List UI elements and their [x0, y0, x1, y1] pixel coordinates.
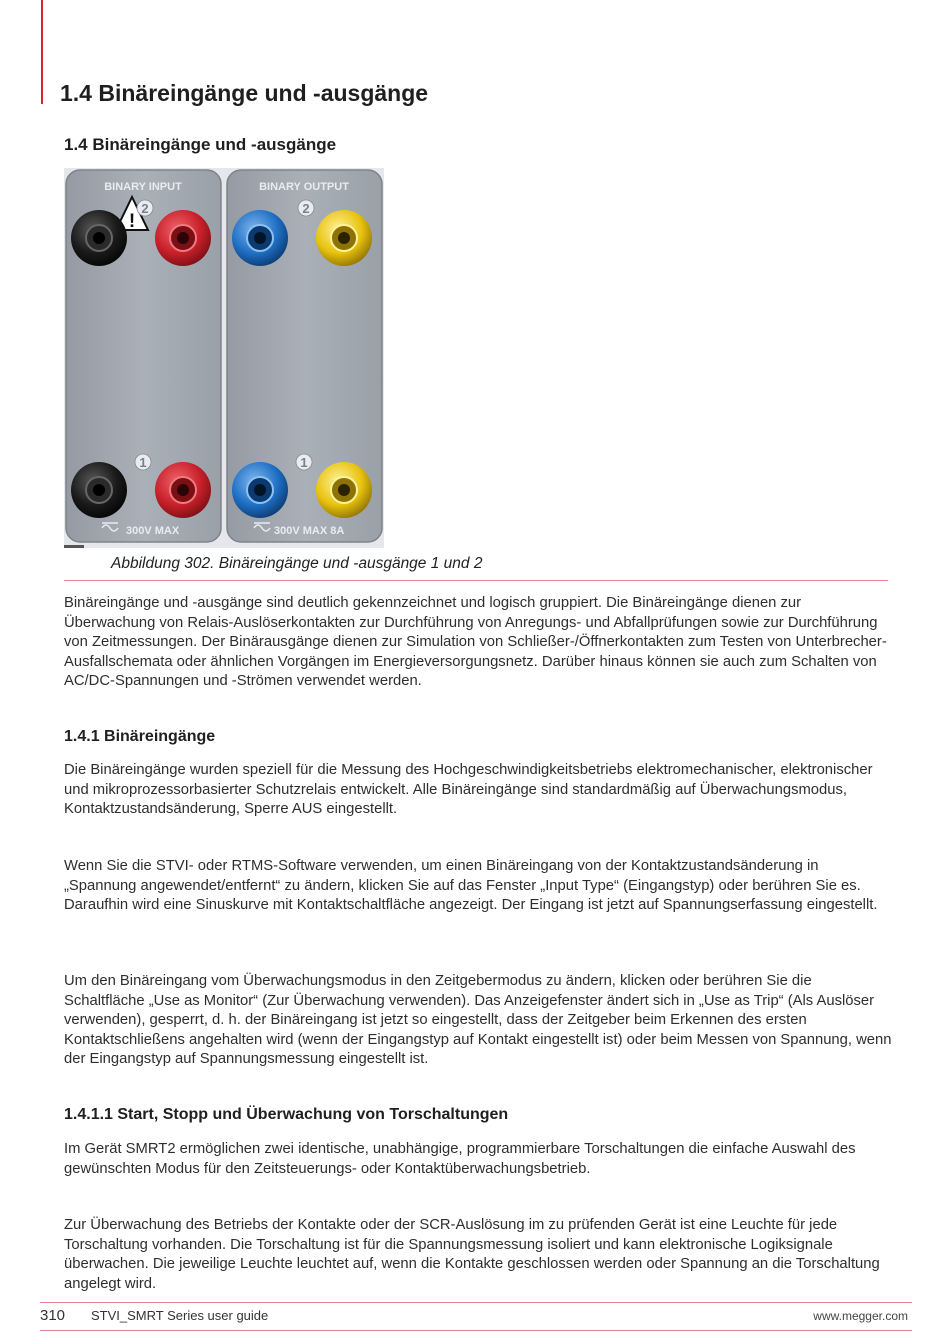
- input-1-black-terminal: [71, 462, 127, 518]
- warning-symbol: !: [128, 211, 136, 232]
- input-rating-label: 300V MAX: [126, 525, 180, 537]
- output-2-yellow-terminal: [316, 210, 372, 266]
- intro-paragraph: Binäreingänge und -ausgänge sind deutlich gekennzeichnet und logisch gruppiert. Die Binäreingänge dienen zur Überwachung von Relais-Auslöserkontakten zur Durchführung von Anregungs- und Abfallprüfungen sowie zur Durchführung von Zeitmessungen. Der Binärausgänge dienen zur Simulation von Schließer-/Öffnerkontakten zum Testen von Unterbrecher-Ausfallschemata oder ähnlichen Vorgängen im Energieversorgungsnetz. Darüber hinaus können sie auch zum Schalten von AC/DC-Spannungen und -Strömen verwendet werden.: [64, 595, 887, 690]
- input-2-black-terminal: [71, 210, 127, 266]
- input-1-red-terminal: [155, 462, 211, 518]
- footer-rule-bottom: [40, 1330, 912, 1331]
- channel-1-input-number: 1: [139, 455, 147, 470]
- footer-rule-top: [40, 1302, 912, 1303]
- binary-io-figure: [64, 168, 384, 548]
- paragraph-gates-b: Zur Überwachung des Betriebs der Kontakte oder der SCR-Auslösung im zu prüfenden Gerät ist eine Leuchte für jede Torschaltung vorhanden. Die Torschaltung ist für die Spannungsmessung isoliert und kann elektronische Logiksignale überwachen. Die jeweilige Leuchte leuchtet auf, wenn die Kontakte geschlossen werden oder Spannung an die Torschaltung angelegt wird.: [64, 1217, 880, 1292]
- channel-1-input-badge: [135, 454, 151, 470]
- subsection-heading-1-4-1-1: 1.4.1.1 Start, Stopp und Überwachung von Torschaltungen: [64, 1106, 509, 1123]
- paragraph-gates-a: Im Gerät SMRT2 ermöglichen zwei identische, unabhängige, programmierbare Torschaltungen die einfache Auswahl des gewünschten Modus für den Zeitsteuerungs- oder Kontaktüberwachungsbetrieb.: [64, 1141, 856, 1177]
- channel-2-input-badge: [137, 200, 153, 216]
- channel-1-output-number: 1: [300, 455, 308, 470]
- subsection-heading-1-4-1: 1.4.1 Binäreingänge: [64, 728, 216, 745]
- footer-url-link[interactable]: www.megger.com: [813, 1309, 908, 1323]
- binary-input-label: BINARY INPUT: [104, 181, 182, 193]
- figure-corner-mark: [64, 545, 84, 548]
- channel-1-output-badge: [296, 454, 312, 470]
- channel-2-input-number: 2: [141, 201, 149, 216]
- page-heading: 1.4 Binäreingänge und -ausgänge: [60, 80, 429, 106]
- figure-caption: Abbildung 302. Binäreingänge und -ausgänge 1 und 2: [111, 555, 483, 572]
- channel-2-output-number: 2: [302, 201, 310, 216]
- footer-guide-title: STVI_SMRT Series user guide: [91, 1308, 269, 1323]
- paragraph-binary-inputs-b: Wenn Sie die STVI- oder RTMS-Software verwenden, um einen Binäreingang von der Kontaktzustandsänderung in „Spannung angewendet/entfernt“ zu ändern, klicken Sie auf das Fenster „Input Type“ (Eingangstyp) oder berühren Sie es. Daraufhin wird eine Sinuskurve mit Kontaktschaltfläche angezeigt. Der Eingang ist jetzt auf Spannungserfassung eingestellt.: [64, 858, 878, 914]
- accent-vertical-rule: [41, 0, 43, 104]
- binary-io-panel-illustration: [64, 168, 384, 548]
- channel-2-output-badge: [298, 200, 314, 216]
- binary-output-label: BINARY OUTPUT: [259, 181, 349, 193]
- paragraph-binary-inputs-c: Um den Binäreingang vom Überwachungsmodus in den Zeitgebermodus zu ändern, klicken oder berühren Sie die Schaltfläche „Use as Monitor“ (Zur Überwachung verwenden). Das Anzeigefenster ändert sich in „Use as Trip“ (Als Auslöser verwenden), gesperrt, d. h. der Binäreingang ist jetzt so eingestellt, dass der Zeitgeber beim Erkennen des ersten Kontaktschließens angehalten wird (wenn der Eingangstyp auf Kontakt eingestellt ist) oder beim Messen von Spannung, wenn der Eingangstyp auf Spannungsmessung eingestellt ist.: [64, 973, 892, 1068]
- output-1-blue-terminal: [232, 462, 288, 518]
- output-1-yellow-terminal: [316, 462, 372, 518]
- output-rating-label: 300V MAX 8A: [274, 525, 345, 537]
- paragraph-binary-inputs-a: Die Binäreingänge wurden speziell für die Messung des Hochgeschwindigkeitsbetriebs elektromechanischer, elektronischer und mikroprozessorbasierter Schutzrelais entwickelt. Alle Binäreingänge sind standardmäßig auf Überwachungsmodus, Kontaktzustandsänderung, Sperre AUS eingestellt.: [64, 762, 873, 818]
- caption-divider: [64, 580, 888, 581]
- output-2-blue-terminal: [232, 210, 288, 266]
- footer-page-number: 310: [40, 1307, 66, 1324]
- input-2-red-terminal: [155, 210, 211, 266]
- section-heading: 1.4 Binäreingänge und -ausgänge: [64, 135, 337, 154]
